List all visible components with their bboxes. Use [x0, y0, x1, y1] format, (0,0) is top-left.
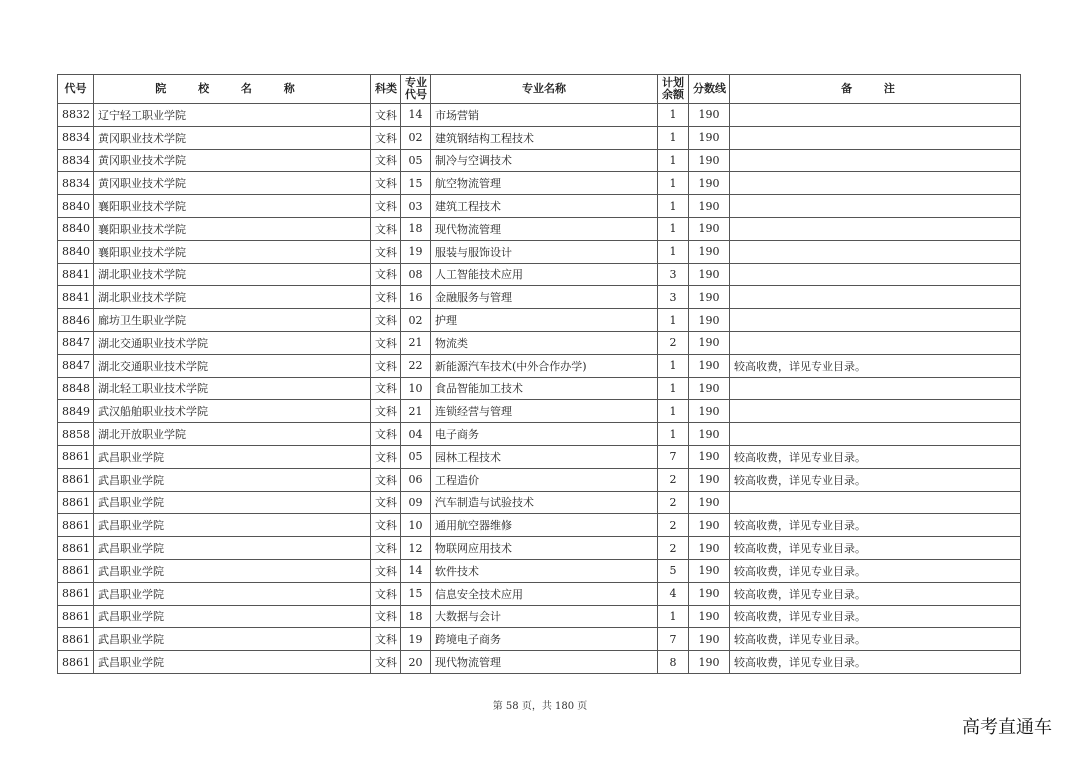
cell-subject: 文科 [371, 286, 401, 309]
cell-code: 8858 [58, 423, 94, 446]
cell-major: 现代物流管理 [431, 651, 658, 674]
cell-score: 190 [689, 423, 730, 446]
table-row [58, 400, 1021, 423]
cell-score: 190 [689, 240, 730, 263]
cell-score: 190 [689, 537, 730, 560]
cell-major: 连锁经营与管理 [431, 400, 658, 423]
cell-major-code: 19 [401, 240, 431, 263]
cell-code: 8832 [58, 104, 94, 127]
cell-subject: 文科 [371, 537, 401, 560]
cell-code: 8841 [58, 263, 94, 286]
cell-plan: 5 [658, 559, 689, 582]
cell-note [730, 104, 1021, 127]
cell-subject: 文科 [371, 217, 401, 240]
cell-school: 武昌职业学院 [94, 537, 371, 560]
cell-major: 人工智能技术应用 [431, 263, 658, 286]
cell-major-code: 06 [401, 468, 431, 491]
cell-score: 190 [689, 582, 730, 605]
cell-major-code: 21 [401, 331, 431, 354]
cell-score: 190 [689, 377, 730, 400]
cell-score: 190 [689, 628, 730, 651]
cell-major: 金融服务与管理 [431, 286, 658, 309]
cell-major-code: 10 [401, 514, 431, 537]
cell-plan: 7 [658, 445, 689, 468]
cell-note [730, 149, 1021, 172]
cell-code: 8848 [58, 377, 94, 400]
cell-subject: 文科 [371, 331, 401, 354]
table-row [58, 377, 1021, 400]
cell-major-code: 09 [401, 491, 431, 514]
page-number: 第 58 页，共 180 页 [492, 701, 588, 712]
cell-major-code: 12 [401, 537, 431, 560]
cell-major-code: 03 [401, 195, 431, 218]
cell-school: 黄冈职业技术学院 [94, 149, 371, 172]
cell-school: 武昌职业学院 [94, 514, 371, 537]
table-row [58, 468, 1021, 491]
table-row [58, 331, 1021, 354]
table-row [58, 104, 1021, 127]
header-code: 代号 [58, 75, 94, 104]
cell-school: 武昌职业学院 [94, 651, 371, 674]
cell-subject: 文科 [371, 628, 401, 651]
cell-note [730, 240, 1021, 263]
cell-major-code: 10 [401, 377, 431, 400]
table-row [58, 582, 1021, 605]
header-plan-line1: 计划 [662, 76, 684, 89]
cell-subject: 文科 [371, 354, 401, 377]
cell-score: 190 [689, 309, 730, 332]
cell-plan: 1 [658, 423, 689, 446]
cell-major: 新能源汽车技术(中外合作办学) [431, 354, 658, 377]
cell-major: 市场营销 [431, 104, 658, 127]
cell-code: 8861 [58, 468, 94, 491]
cell-note [730, 331, 1021, 354]
cell-plan: 4 [658, 582, 689, 605]
cell-major: 建筑钢结构工程技术 [431, 126, 658, 149]
cell-subject: 文科 [371, 559, 401, 582]
table-row [58, 537, 1021, 560]
cell-subject: 文科 [371, 126, 401, 149]
cell-note [730, 195, 1021, 218]
cell-score: 190 [689, 104, 730, 127]
cell-school: 襄阳职业技术学院 [94, 217, 371, 240]
cell-code: 8834 [58, 149, 94, 172]
cell-subject: 文科 [371, 651, 401, 674]
cell-plan: 2 [658, 514, 689, 537]
header-score: 分数线 [689, 75, 730, 104]
cell-plan: 3 [658, 263, 689, 286]
cell-code: 8861 [58, 628, 94, 651]
header-major: 专业名称 [431, 75, 658, 104]
cell-code: 8846 [58, 309, 94, 332]
cell-score: 190 [689, 195, 730, 218]
cell-note [730, 377, 1021, 400]
cell-plan: 2 [658, 491, 689, 514]
cell-major-code: 04 [401, 423, 431, 446]
cell-major-code: 19 [401, 628, 431, 651]
header-note [730, 75, 1021, 104]
cell-major-code: 18 [401, 605, 431, 628]
cell-code: 8847 [58, 331, 94, 354]
cell-plan: 1 [658, 377, 689, 400]
cell-major: 制冷与空调技术 [431, 149, 658, 172]
cell-plan: 1 [658, 605, 689, 628]
cell-major: 物联网应用技术 [431, 537, 658, 560]
table-row [58, 445, 1021, 468]
cell-major: 建筑工程技术 [431, 195, 658, 218]
cell-major: 园林工程技术 [431, 445, 658, 468]
cell-school: 廊坊卫生职业学院 [94, 309, 371, 332]
cell-note: 较高收费，详见专业目录。 [730, 651, 1021, 674]
header-note-text: 备 注 [841, 82, 909, 95]
cell-subject: 文科 [371, 240, 401, 263]
cell-major: 航空物流管理 [431, 172, 658, 195]
cell-major: 食品智能加工技术 [431, 377, 658, 400]
cell-major-code: 16 [401, 286, 431, 309]
cell-code: 8861 [58, 491, 94, 514]
cell-major: 通用航空器维修 [431, 514, 658, 537]
cell-major: 服装与服饰设计 [431, 240, 658, 263]
cell-score: 190 [689, 331, 730, 354]
cell-code: 8861 [58, 605, 94, 628]
cell-note: 较高收费，详见专业目录。 [730, 354, 1021, 377]
cell-note [730, 126, 1021, 149]
cell-school: 武昌职业学院 [94, 445, 371, 468]
cell-plan: 1 [658, 195, 689, 218]
cell-note [730, 491, 1021, 514]
cell-major-code: 20 [401, 651, 431, 674]
cell-score: 190 [689, 605, 730, 628]
cell-plan: 3 [658, 286, 689, 309]
cell-subject: 文科 [371, 149, 401, 172]
cell-code: 8834 [58, 172, 94, 195]
cell-score: 190 [689, 514, 730, 537]
cell-score: 190 [689, 559, 730, 582]
cell-school: 襄阳职业技术学院 [94, 240, 371, 263]
cell-subject: 文科 [371, 195, 401, 218]
cell-school: 武昌职业学院 [94, 559, 371, 582]
table-row [58, 605, 1021, 628]
cell-subject: 文科 [371, 491, 401, 514]
cell-score: 190 [689, 651, 730, 674]
header-subject: 科类 [371, 75, 401, 104]
cell-code: 8840 [58, 195, 94, 218]
cell-subject: 文科 [371, 172, 401, 195]
table-row [58, 309, 1021, 332]
cell-code: 8840 [58, 240, 94, 263]
cell-plan: 1 [658, 126, 689, 149]
cell-note [730, 400, 1021, 423]
cell-school: 湖北交通职业技术学院 [94, 354, 371, 377]
cell-code: 8861 [58, 651, 94, 674]
cell-plan: 7 [658, 628, 689, 651]
cell-major-code: 15 [401, 172, 431, 195]
cell-subject: 文科 [371, 400, 401, 423]
cell-school: 襄阳职业技术学院 [94, 195, 371, 218]
header-major-code [401, 75, 431, 104]
cell-subject: 文科 [371, 605, 401, 628]
cell-subject: 文科 [371, 263, 401, 286]
cell-plan: 2 [658, 468, 689, 491]
cell-school: 湖北职业技术学院 [94, 263, 371, 286]
cell-plan: 1 [658, 149, 689, 172]
cell-score: 190 [689, 149, 730, 172]
header-major-code-line1: 专业 [405, 76, 427, 89]
cell-score: 190 [689, 400, 730, 423]
table-row [58, 149, 1021, 172]
cell-code: 8861 [58, 582, 94, 605]
cell-plan: 1 [658, 104, 689, 127]
cell-major-code: 02 [401, 126, 431, 149]
cell-subject: 文科 [371, 514, 401, 537]
cell-major-code: 02 [401, 309, 431, 332]
cell-subject: 文科 [371, 582, 401, 605]
header-plan-line2: 余额 [662, 88, 684, 101]
cell-subject: 文科 [371, 468, 401, 491]
cell-code: 8841 [58, 286, 94, 309]
cell-major: 大数据与会计 [431, 605, 658, 628]
cell-plan: 1 [658, 354, 689, 377]
cell-subject: 文科 [371, 309, 401, 332]
admission-table [57, 74, 1021, 674]
cell-major: 电子商务 [431, 423, 658, 446]
cell-school: 辽宁轻工职业学院 [94, 104, 371, 127]
table-row [58, 263, 1021, 286]
cell-major-code: 15 [401, 582, 431, 605]
cell-note: 较高收费，详见专业目录。 [730, 514, 1021, 537]
cell-code: 8861 [58, 514, 94, 537]
cell-code: 8840 [58, 217, 94, 240]
cell-major-code: 14 [401, 104, 431, 127]
cell-major-code: 05 [401, 445, 431, 468]
cell-subject: 文科 [371, 445, 401, 468]
cell-subject: 文科 [371, 104, 401, 127]
cell-score: 190 [689, 263, 730, 286]
cell-score: 190 [689, 445, 730, 468]
cell-code: 8847 [58, 354, 94, 377]
cell-major: 现代物流管理 [431, 217, 658, 240]
cell-subject: 文科 [371, 377, 401, 400]
table-header-row [58, 75, 1021, 104]
cell-note: 较高收费，详见专业目录。 [730, 628, 1021, 651]
cell-code: 8849 [58, 400, 94, 423]
table-body [58, 104, 1021, 674]
header-major-code-line2: 代号 [405, 88, 427, 101]
table-row [58, 240, 1021, 263]
cell-code: 8861 [58, 445, 94, 468]
header-plan [658, 75, 689, 104]
cell-school: 武昌职业学院 [94, 468, 371, 491]
cell-note: 较高收费，详见专业目录。 [730, 559, 1021, 582]
cell-major: 工程造价 [431, 468, 658, 491]
cell-school: 黄冈职业技术学院 [94, 126, 371, 149]
cell-score: 190 [689, 286, 730, 309]
brand-watermark: 高考直通车 [962, 717, 1052, 738]
cell-school: 湖北轻工职业技术学院 [94, 377, 371, 400]
cell-plan: 2 [658, 537, 689, 560]
cell-note: 较高收费，详见专业目录。 [730, 605, 1021, 628]
cell-school: 武昌职业学院 [94, 605, 371, 628]
cell-major: 信息安全技术应用 [431, 582, 658, 605]
cell-score: 190 [689, 172, 730, 195]
cell-note: 较高收费，详见专业目录。 [730, 468, 1021, 491]
cell-score: 190 [689, 217, 730, 240]
cell-code: 8834 [58, 126, 94, 149]
table-row [58, 354, 1021, 377]
cell-major-code: 08 [401, 263, 431, 286]
table-row [58, 514, 1021, 537]
cell-code: 8861 [58, 559, 94, 582]
cell-major-code: 18 [401, 217, 431, 240]
cell-note [730, 286, 1021, 309]
cell-code: 8861 [58, 537, 94, 560]
cell-note [730, 172, 1021, 195]
cell-school: 黄冈职业技术学院 [94, 172, 371, 195]
cell-school: 武昌职业学院 [94, 628, 371, 651]
header-school-text: 院 校 名 称 [155, 82, 309, 95]
cell-plan: 1 [658, 309, 689, 332]
cell-major: 汽车制造与试验技术 [431, 491, 658, 514]
table-row [58, 217, 1021, 240]
cell-school: 湖北开放职业学院 [94, 423, 371, 446]
cell-major: 护理 [431, 309, 658, 332]
cell-subject: 文科 [371, 423, 401, 446]
table-row [58, 286, 1021, 309]
cell-school: 武汉船舶职业技术学院 [94, 400, 371, 423]
cell-plan: 8 [658, 651, 689, 674]
cell-score: 190 [689, 468, 730, 491]
cell-plan: 1 [658, 400, 689, 423]
cell-school: 湖北职业技术学院 [94, 286, 371, 309]
cell-note [730, 309, 1021, 332]
table-row [58, 423, 1021, 446]
table-row [58, 628, 1021, 651]
cell-score: 190 [689, 126, 730, 149]
header-school [94, 75, 371, 104]
cell-school: 武昌职业学院 [94, 582, 371, 605]
table-row [58, 172, 1021, 195]
cell-plan: 1 [658, 172, 689, 195]
table-row [58, 559, 1021, 582]
cell-score: 190 [689, 491, 730, 514]
cell-note: 较高收费，详见专业目录。 [730, 582, 1021, 605]
cell-major-code: 22 [401, 354, 431, 377]
cell-score: 190 [689, 354, 730, 377]
cell-note [730, 263, 1021, 286]
cell-major-code: 21 [401, 400, 431, 423]
table-row [58, 491, 1021, 514]
cell-school: 湖北交通职业技术学院 [94, 331, 371, 354]
cell-major: 物流类 [431, 331, 658, 354]
cell-major-code: 05 [401, 149, 431, 172]
cell-major: 软件技术 [431, 559, 658, 582]
cell-note: 较高收费，详见专业目录。 [730, 537, 1021, 560]
cell-note [730, 423, 1021, 446]
cell-note: 较高收费，详见专业目录。 [730, 445, 1021, 468]
cell-major: 跨境电子商务 [431, 628, 658, 651]
cell-school: 武昌职业学院 [94, 491, 371, 514]
admission-table-sheet [57, 74, 1021, 674]
cell-plan: 1 [658, 217, 689, 240]
cell-plan: 1 [658, 240, 689, 263]
cell-plan: 2 [658, 331, 689, 354]
table-row [58, 651, 1021, 674]
table-row [58, 195, 1021, 218]
cell-note [730, 217, 1021, 240]
cell-major-code: 14 [401, 559, 431, 582]
table-row [58, 126, 1021, 149]
